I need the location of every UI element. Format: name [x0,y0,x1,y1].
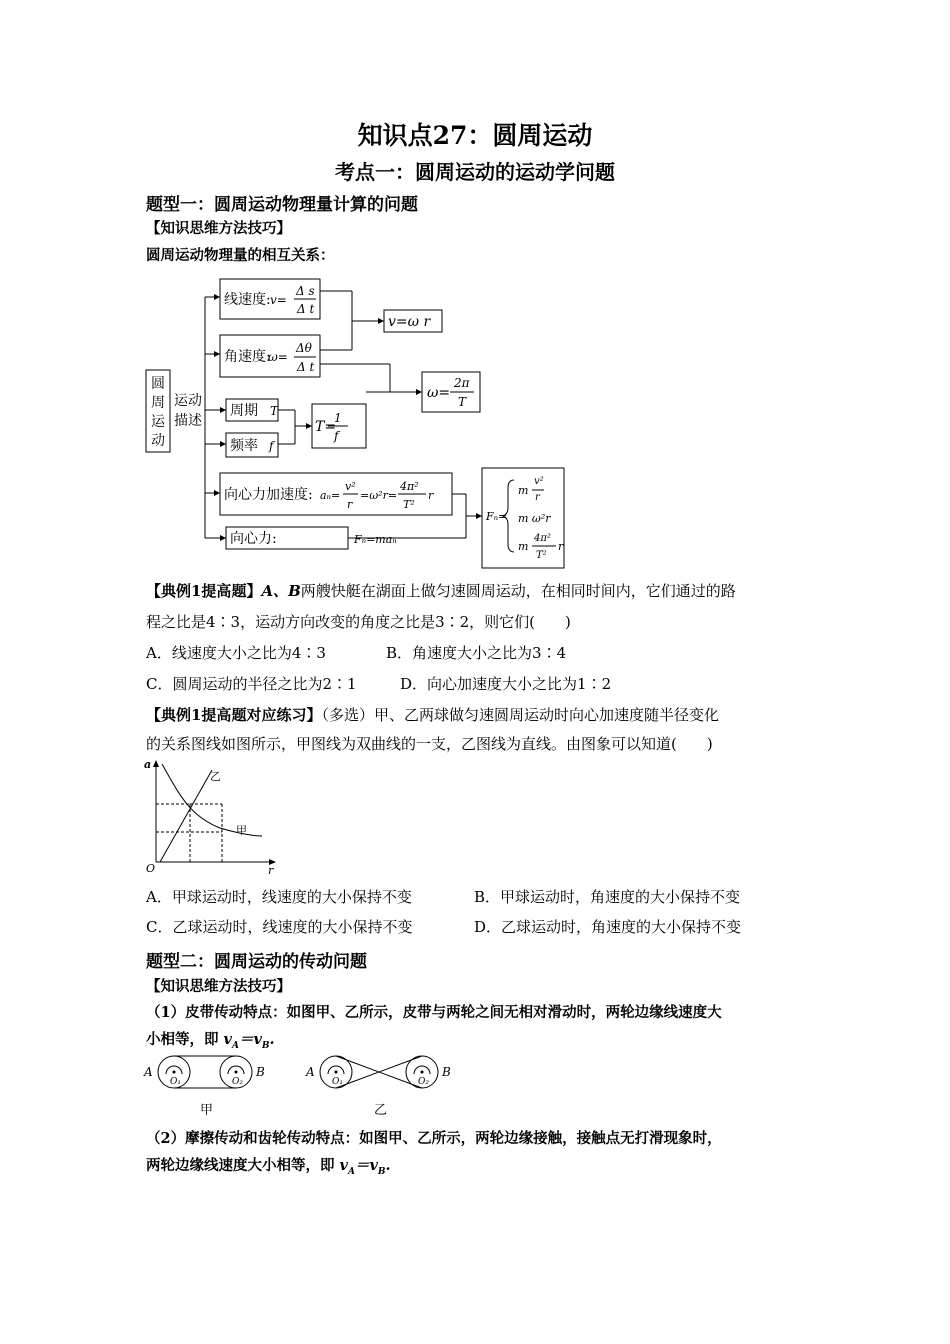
v-equals-omega-r: v=ω r [388,314,431,330]
relationship-diagram [140,268,580,578]
svg-text:f: f [334,429,339,443]
graph-y-label: a [144,758,152,771]
svg-text:aₙ=: aₙ= [320,489,341,502]
svg-text:v=: v= [270,293,287,307]
frequency-label: 频率 [230,438,258,454]
svg-text:Δ t: Δ t [297,360,315,374]
svg-text:O₁: O₁ [170,1077,181,1087]
svg-text:v²: v² [345,480,356,493]
svg-text:B: B [442,1065,451,1079]
left-box-char-3: 运 [151,414,165,430]
svg-text:T²: T² [403,498,415,511]
page-title: 知识点27：圆周运动 [357,121,593,150]
example1-option-a: A．线速度大小之比为4∶3 [146,644,326,662]
svg-text:r: r [535,492,540,503]
left-box-char-2: 周 [151,395,165,411]
svg-text:Fₙ=maₙ: Fₙ=maₙ [354,533,397,546]
practice1-tag: 【典例1提高题对应练习】 [146,706,322,724]
belt-drive-diagrams [140,1052,460,1124]
svg-text:O₁: O₁ [332,1077,343,1087]
svg-text:1: 1 [334,411,342,425]
acceleration-radius-graph [140,756,280,876]
type1-heading: 题型一：圆周运动物理量计算的问题 [146,195,418,215]
angular-velocity-label: 角速度: [224,349,271,365]
svg-text:ω=: ω= [268,350,288,364]
svg-text:r: r [558,540,564,553]
example1-line1 [146,580,736,601]
practice1-text-1: （多选）甲、乙两球做匀速圆周运动时向心加速度随半径变化 [321,706,719,724]
middle-label-2: 描述 [174,413,202,429]
svg-text:T: T [270,404,279,418]
graph-x-label: r [268,864,274,876]
practice1-option-b: B．甲球运动时，角速度的大小保持不变 [474,888,741,906]
example1-option-b: B．角速度大小之比为3∶4 [386,644,567,662]
svg-text:f: f [269,439,274,453]
type2-p2-text: 两轮边缘线速度大小相等，即 [146,1157,335,1174]
svg-text:=ω²r=: =ω²r= [360,489,398,502]
svg-text:Δ t: Δ t [297,302,315,316]
type2-heading: 题型二：圆周运动的传动问题 [146,952,367,972]
svg-text:r: r [347,498,353,511]
type2-p1-text: 小相等，即 [146,1031,219,1048]
belt-yi-label: 乙 [374,1103,388,1118]
svg-text:m: m [518,484,529,497]
graph-origin: O [146,862,156,875]
relation-label: 圆周运动物理量的相互关系： [146,247,335,264]
centripetal-acc-label: 向心力加速度: [224,487,313,503]
svg-text:Δ s: Δ s [296,284,315,298]
svg-text:4π²: 4π² [534,533,551,544]
friction-equation: $v_A=v_B$. [334,1157,391,1177]
period-label: 周期 [230,403,258,419]
practice1-line2: 的关系图线如图所示，甲图线为双曲线的一支，乙图线为直线。由图象可以知道( ) [146,735,713,753]
middle-label-1: 运动 [174,393,202,409]
svg-text:Δθ: Δθ [296,341,312,355]
example1-subjects: A、B [261,582,301,600]
omega-formula-lhs: ω= [427,385,451,401]
svg-text:v²: v² [534,476,544,487]
example1-tag: 【典例1提高题】 [146,582,262,600]
graph-line-yi-label: 乙 [210,770,221,783]
example1-line2: 程之比是4∶3，运动方向改变的角度之比是3∶2，则它们( ) [146,613,571,631]
left-box-char-1: 圆 [151,376,165,392]
svg-text:T²: T² [536,550,547,561]
graph-curve-jia-label: 甲 [236,824,247,837]
practice1-option-d: D．乙球运动时，角速度的大小保持不变 [474,918,742,936]
svg-text:O₂: O₂ [418,1077,429,1087]
practice1-option-a: A．甲球运动时，线速度的大小保持不变 [146,888,412,906]
svg-text:2π: 2π [454,376,470,390]
belt-equation: $v_A=v_B$. [218,1031,275,1051]
type1-tips-label: 【知识思维方法技巧】 [146,220,291,237]
svg-text:A: A [144,1065,153,1079]
linear-velocity-label: 线速度: [224,292,271,308]
type2-p2-line1: （2）摩擦传动和齿轮传动特点：如图甲、乙所示，两轮边缘接触，接触点无打滑现象时， [146,1130,722,1147]
example1-option-d: D．向心加速度大小之比为1∶2 [400,675,612,693]
svg-text:Fₙ=: Fₙ= [486,510,508,523]
svg-text:B: B [256,1065,265,1079]
svg-text:4π²: 4π² [400,480,419,493]
left-box-char-4: 动 [151,433,165,449]
practice1-option-c: C．乙球运动时，线速度的大小保持不变 [146,918,413,936]
type2-tips-label: 【知识思维方法技巧】 [146,978,291,995]
period-formula-lhs: T= [315,419,337,435]
practice1-line1 [146,704,719,725]
svg-text:m: m [518,540,529,553]
type2-p1-line2 [146,1028,275,1051]
svg-text:r: r [428,489,434,502]
example1-option-c: C．圆周运动的半径之比为2∶1 [146,675,357,693]
svg-text:m ω²r: m ω²r [518,512,551,525]
example1-text-1: 两艘快艇在湖面上做匀速圆周运动，在相同时间内，它们通过的路 [300,582,736,600]
centripetal-force-label: 向心力: [230,531,277,547]
type2-p1-line1: （1）皮带传动特点：如图甲、乙所示，皮带与两轮之间无相对滑动时，两轮边缘线速度大 [146,1004,722,1021]
section-subtitle: 考点一：圆周运动的运动学问题 [335,160,615,184]
svg-text:A: A [306,1065,315,1079]
svg-text:O₂: O₂ [232,1077,243,1087]
belt-jia-label: 甲 [200,1103,214,1118]
type2-p2-line2 [146,1154,391,1177]
svg-text:T: T [458,395,467,409]
